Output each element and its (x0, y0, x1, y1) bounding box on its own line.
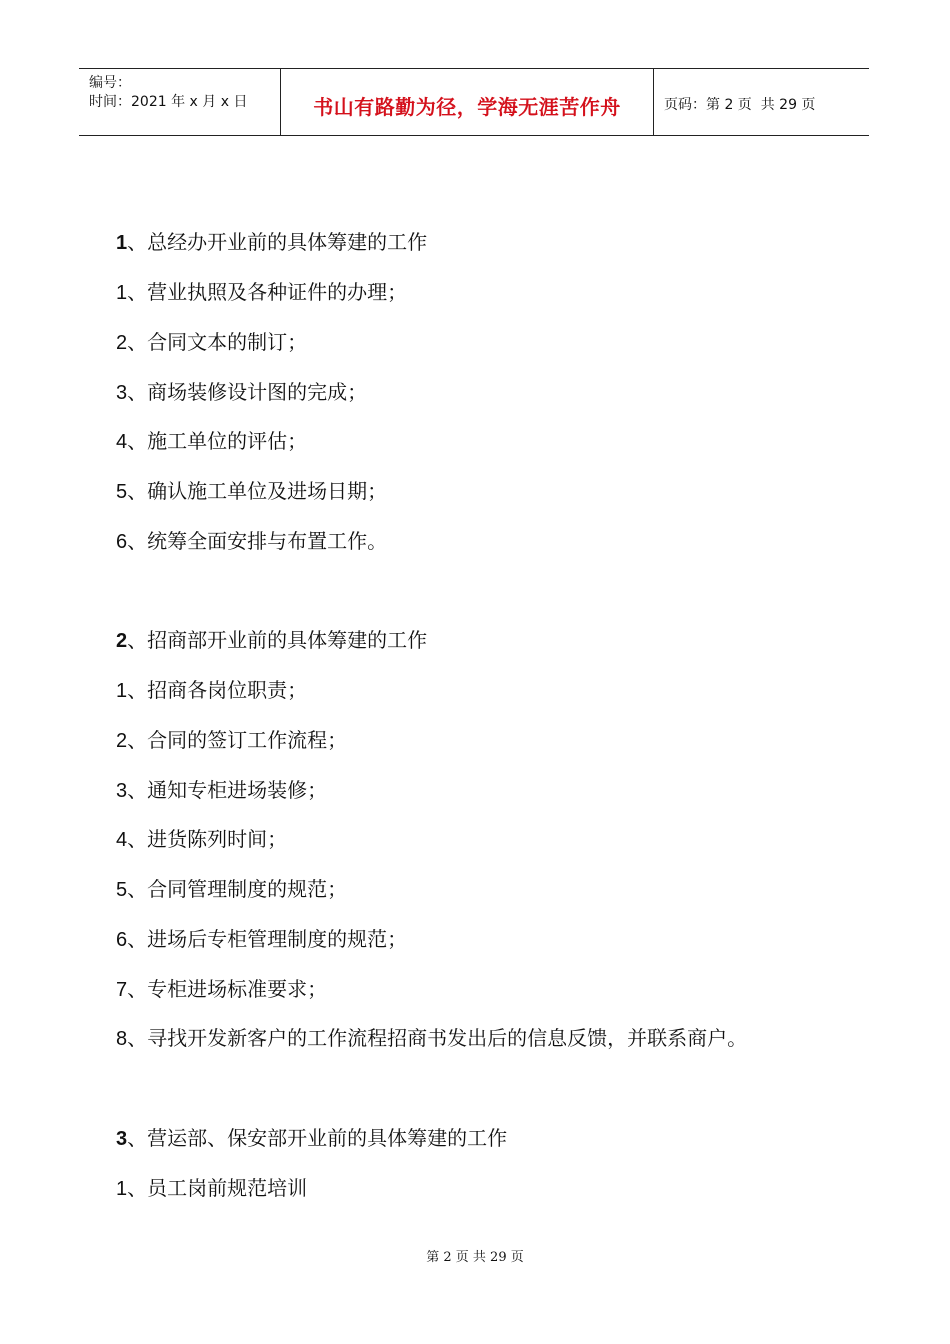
list-item: 2、合同的签订工作流程； (116, 728, 348, 752)
list-item: 3、通知专柜进场装修； (116, 778, 328, 802)
list-item: 1、员工岗前规范培训 (116, 1176, 308, 1200)
list-item: 7、专柜进场标准要求； (116, 977, 328, 1001)
page-header (79, 68, 869, 136)
header-page-cell (654, 69, 869, 135)
list-item: 4、进货陈列时间； (116, 827, 288, 851)
section-heading: 1、总经办开业前的具体筹建的工作 (116, 230, 428, 254)
list-item: 2、合同文本的制订； (116, 330, 308, 354)
list-item: 5、合同管理制度的规范； (116, 877, 348, 901)
document-number-label: 编号： (89, 75, 131, 91)
header-meta-cell (79, 69, 281, 135)
list-item: 5、确认施工单位及进场日期； (116, 479, 388, 503)
page-footer: 第 2 页 共 29 页 (426, 1250, 524, 1265)
section-heading: 3、营运部、保安部开业前的具体筹建的工作 (116, 1126, 508, 1150)
header-motto-cell (281, 69, 654, 135)
list-item: 1、招商各岗位职责； (116, 678, 308, 702)
header-motto: 书山有路勤为径，学海无涯苦作舟 (313, 95, 621, 119)
list-item: 8、寻找开发新客户的工作流程招商书发出后的信息反馈，并联系商户。 (116, 1026, 748, 1050)
list-item: 3、商场装修设计图的完成； (116, 380, 368, 404)
document-time-label: 时间：2021 年 x 月 x 日 (89, 94, 248, 110)
list-item: 6、进场后专柜管理制度的规范； (116, 927, 408, 951)
section-heading: 2、招商部开业前的具体筹建的工作 (116, 628, 428, 652)
header-page-info: 页码：第 2 页 共 29 页 (664, 97, 816, 113)
list-item: 4、施工单位的评估； (116, 429, 308, 453)
list-item: 6、统筹全面安排与布置工作。 (116, 529, 388, 553)
list-item: 1、营业执照及各种证件的办理； (116, 280, 408, 304)
